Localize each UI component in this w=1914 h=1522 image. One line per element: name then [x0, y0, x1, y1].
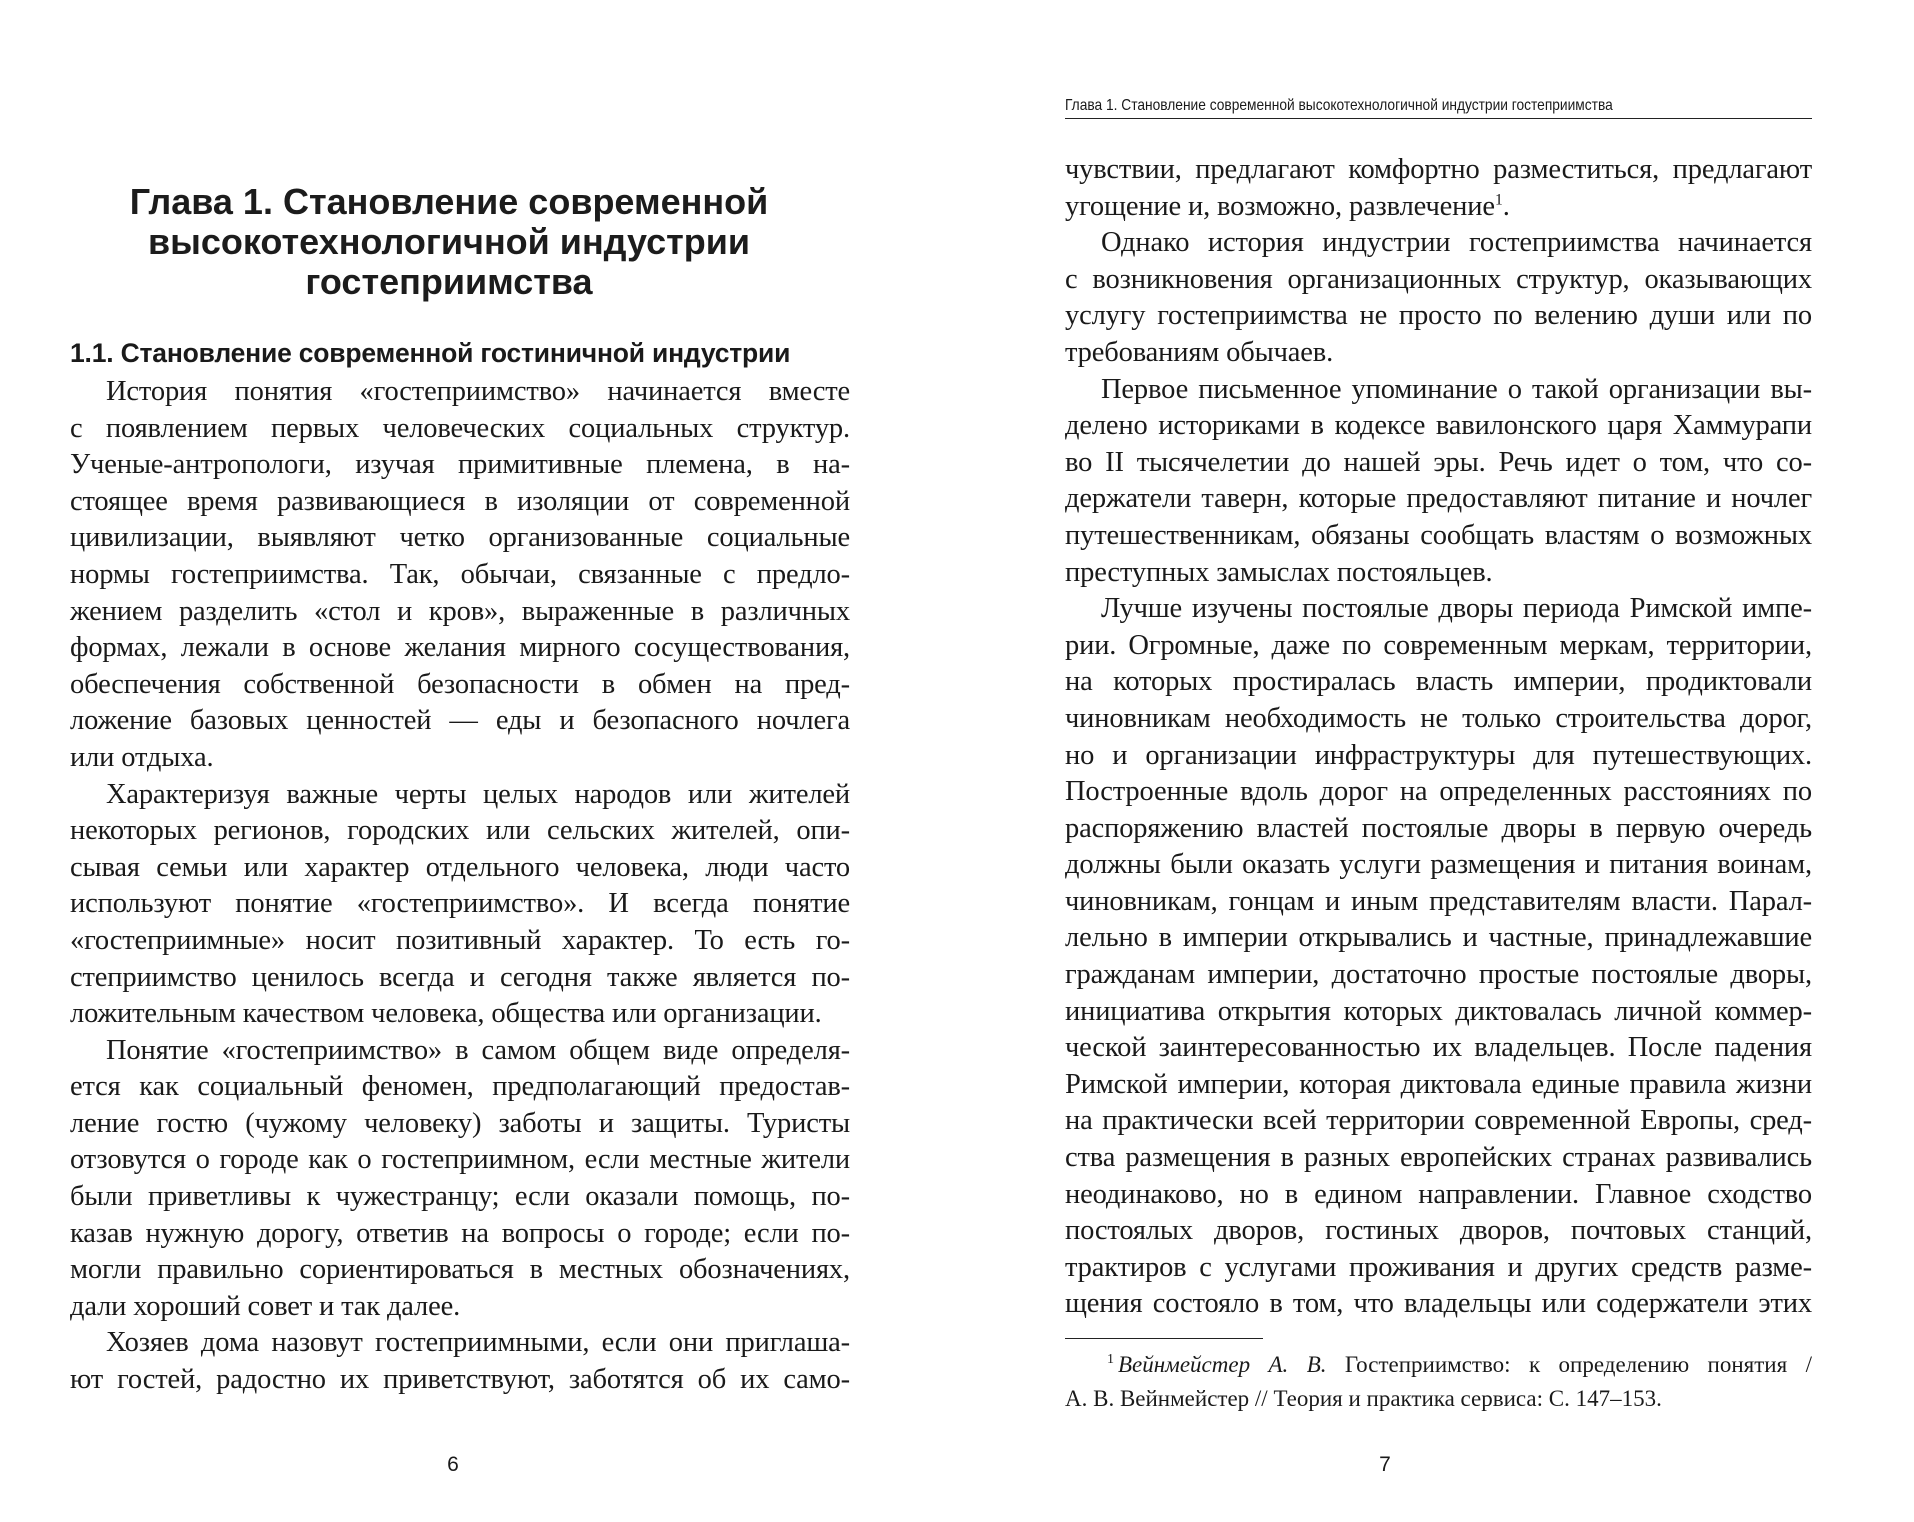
text-line: [70, 1289, 850, 1326]
chapter-title-line: Глава 1. Становление современной: [129, 181, 769, 222]
paragraph: [70, 374, 850, 777]
text-line-content: сывая семьи или характер отдельного человека, люди часто: [70, 851, 850, 883]
text-line: [70, 886, 850, 923]
text-line-content: Понятие «гостеприимство» в самом общем виде определя-: [106, 1034, 850, 1066]
text-line-content: на практически всей территории современной Европы, сред-: [1065, 1105, 1812, 1137]
page-number: 7: [1379, 1453, 1391, 1476]
footnote: [1065, 1348, 1812, 1416]
text-line: [70, 850, 850, 887]
text-line: [70, 1325, 850, 1362]
text-line: [1065, 408, 1812, 445]
text-line: [70, 1033, 850, 1070]
text-line-content: обеспечения собственной безопасности в обмен на пред-: [70, 668, 850, 700]
text-line-content: отзовутся о городе как о гостеприимном, если местные жители: [70, 1144, 850, 1176]
text-line-content: неодинаково, но в едином направлении. Главное сходство: [1065, 1178, 1812, 1210]
text-line: [1065, 1250, 1812, 1287]
paragraph: [1065, 225, 1812, 371]
text-line: [1065, 774, 1812, 811]
header-rule: [1065, 118, 1812, 119]
text-line-content: ложение базовых ценностей — еды и безопасного ночлега: [70, 705, 850, 737]
text-line-content: ют гостей, радостно их приветствуют, заботятся об их само-: [70, 1364, 850, 1396]
text-line-content: Однако история индустрии гостеприимства начинается: [1101, 227, 1812, 259]
text-line: [70, 740, 850, 777]
text-line: [1065, 957, 1812, 994]
text-line: [70, 667, 850, 704]
running-header: Глава 1. Становление современной высокотехнологичной индустрии гостеприимства: [1065, 97, 1613, 114]
paragraph: [70, 1033, 850, 1326]
text-line: [70, 1252, 850, 1289]
text-line-content: ление гостю (чужому человеку) заботы и защиты. Туристы: [70, 1107, 850, 1139]
text-line: [70, 520, 850, 557]
text-line: [70, 960, 850, 997]
footnote-author: Вейнмейстер А. В.: [1118, 1352, 1327, 1377]
text-line: [1065, 152, 1812, 189]
text-line: [1065, 1213, 1812, 1250]
paragraph: [70, 777, 850, 1033]
text-line: [1065, 1286, 1812, 1323]
footnote-line: А. В. Вейнмейстер // Теория и практика сервиса: С. 147–153.: [1065, 1386, 1662, 1411]
right-page: [957, 0, 1914, 1522]
text-line-content: требованиям обычаев.: [1065, 336, 1334, 368]
text-line: [70, 1179, 850, 1216]
text-line: [1065, 1030, 1812, 1067]
text-line: угощение и, возможно, развлечение$^1$.: [1065, 190, 1510, 222]
text-line-content: могли правильно сориентироваться в местных обозначениях,: [70, 1254, 850, 1286]
text-line: [70, 447, 850, 484]
text-line-content: дали хороший совет и так далее.: [70, 1290, 461, 1322]
text-line-content: держатели таверн, которые предоставляют питание и ночлег: [1065, 483, 1812, 515]
paragraph: [1065, 372, 1812, 592]
text-line-content: Хозяев дома назовут гостеприимными, если они приглаша-: [106, 1327, 850, 1359]
text-line: [70, 557, 850, 594]
text-line-content: делено историками в кодексе вавилонского царя Хаммурапи: [1065, 410, 1812, 442]
text-line-content: стоящее время развивающиеся в изоляции от современной: [70, 485, 850, 517]
text-line: [70, 703, 850, 740]
text-line-content: Ученые-антропологи, изучая примитивные племена, в на-: [70, 449, 850, 481]
text-line-content: преступных замыслах постояльцев.: [1065, 556, 1493, 588]
text-line: [1065, 1067, 1812, 1104]
text-line: [70, 813, 850, 850]
footnote-mark: 1: [1107, 1352, 1114, 1368]
text-line: [70, 411, 850, 448]
text-line: [1065, 1177, 1812, 1214]
text-line: [70, 630, 850, 667]
text-line-content: Лучше изучены постоялые дворы периода Римской импе-: [1101, 593, 1812, 625]
text-line-content: были приветливы к чужестранцу; если оказали помощь, по-: [70, 1181, 850, 1213]
text-line: [70, 1069, 850, 1106]
text-line-content: должны были оказать услуги размещения и питания воинам,: [1065, 849, 1812, 881]
text-line-content: чиновникам, гонцам и иным представителям власти. Парал-: [1065, 885, 1812, 917]
chapter-title: [80, 182, 818, 302]
text-line: [70, 1362, 850, 1399]
text-line-content: нормы гостеприимства. Так, обычаи, связанные с предло-: [70, 558, 850, 590]
text-line-content: но и организации инфраструктуры для путешествующих.: [1065, 739, 1812, 771]
text-line-content: ложительным качеством человека, общества или организации.: [70, 998, 822, 1030]
text-line-content: угощение и, возможно, развлечение: [1065, 190, 1495, 222]
text-line-content: инициатива открытия которых диктовалась личной коммер-: [1065, 995, 1812, 1027]
paragraph: [70, 1325, 850, 1398]
text-line: [70, 996, 850, 1033]
paragraph: [1065, 591, 1812, 1323]
text-line-content: гражданам империи, достаточно простые постоялые дворы,: [1065, 959, 1812, 991]
text-line-content: казав нужную дорогу, ответив на вопросы о городе; если по-: [70, 1217, 850, 1249]
footnote-divider: [1065, 1338, 1263, 1339]
text-line: [70, 777, 850, 814]
footnote-line: [1065, 1348, 1812, 1382]
text-line-content: с появлением первых человеческих социальных структур.: [70, 412, 850, 444]
footnote-reference[interactable]: 1: [1494, 191, 1503, 209]
text-line-content: некоторых регионов, городских или сельских жителей, опи-: [70, 815, 850, 847]
page-number: 6: [447, 1453, 459, 1476]
text-line-content: используют понятие «гостеприимство». И всегда понятие: [70, 888, 850, 920]
text-line-content: История понятия «гостеприимство» начинается вместе: [106, 376, 850, 407]
text-line: [70, 923, 850, 960]
text-line-content: «гостеприимные» носит позитивный характер. То есть го-: [70, 924, 850, 956]
text-line-content: Римской империи, которая диктовала единые правила жизни: [1065, 1068, 1812, 1100]
text-line: [1065, 920, 1812, 957]
text-line-content: распоряжению властей постоялые дворы в первую очередь: [1065, 812, 1812, 844]
text-line-content: цивилизации, выявляют четко организованные социальные: [70, 522, 850, 554]
text-line-content: жением разделить «стол и кров», выраженные в различных: [70, 595, 850, 627]
text-line-content: рии. Огромные, даже по современным меркам, территории,: [1065, 629, 1812, 661]
text-line: [1065, 664, 1812, 701]
text-line-content: путешественникам, обязаны сообщать властям о возможных: [1065, 519, 1812, 551]
text-line: [1065, 481, 1812, 518]
text-line: [1065, 701, 1812, 738]
text-line: [70, 374, 850, 411]
text-line-content: с возникновения организационных структур, оказывающих: [1065, 263, 1812, 295]
text-line-content: чувствии, предлагают комфортно разместиться, предлагают: [1065, 154, 1812, 185]
section-title: 1.1. Становление современной гостиничной индустрии: [70, 338, 791, 368]
text-line: [1065, 298, 1812, 335]
text-line-content: услугу гостеприимства не просто по велению души или по: [1065, 300, 1812, 332]
text-line-content: на которых простиралась власть империи, продиктовали: [1065, 666, 1812, 698]
text-line: [70, 484, 850, 521]
text-line: [1065, 847, 1812, 884]
text-line-content: Первое письменное упоминание о такой организации вы-: [1101, 373, 1812, 405]
paragraph: [1065, 152, 1812, 225]
text-line: [1065, 518, 1812, 555]
text-line-content: ческой заинтересованностью их владельцев. После падения: [1065, 1032, 1812, 1064]
text-line: [1065, 994, 1812, 1031]
text-line-content: степриимство ценилось всегда и сегодня также является по-: [70, 961, 850, 993]
text-line: [1065, 262, 1812, 299]
text-line: [1065, 445, 1812, 482]
text-line: [70, 1106, 850, 1143]
text-line: [70, 594, 850, 631]
text-line: [70, 1216, 850, 1253]
footnote-text: Гостеприимство: к определению понятия /: [1344, 1352, 1812, 1377]
text-line-content: чиновникам необходимость не только строительства дорог,: [1065, 702, 1812, 734]
text-line-content: трактиров с услугами проживания и других средств разме-: [1065, 1251, 1812, 1283]
text-line-content: Характеризуя важные черты целых народов или жителей: [106, 778, 850, 810]
text-line: [70, 1142, 850, 1179]
chapter-title-line: высокотехнологичной индустрии: [147, 221, 751, 262]
text-line: [1065, 225, 1812, 262]
text-line-content: ства размещения в разных европейских странах развивались: [1065, 1142, 1812, 1174]
text-line-content: щения состояло в том, что владельцы или содержатели этих: [1065, 1288, 1812, 1320]
text-line-content: ется как социальный феномен, предполагающий предостав-: [70, 1071, 850, 1103]
text-line: [1065, 1140, 1812, 1177]
text-line: [1065, 335, 1812, 372]
text-line: [1065, 372, 1812, 409]
text-line-content: во II тысячелетии до нашей эры. Речь идет о том, что со-: [1065, 446, 1812, 478]
text-line: [1065, 591, 1812, 628]
text-line-content: формах, лежали в основе желания мирного сосуществования,: [70, 632, 850, 664]
text-line: [1065, 738, 1812, 775]
text-line-content: Построенные вдоль дорог на определенных расстояниях по: [1065, 776, 1812, 808]
chapter-title-line: гостеприимства: [305, 261, 593, 302]
text-line: [1065, 884, 1812, 921]
text-line-content: лельно в империи открывались и частные, принадлежавшие: [1065, 922, 1812, 954]
text-line: [1065, 555, 1812, 592]
text-line: [1065, 628, 1812, 665]
text-line: [1065, 811, 1812, 848]
text-line-content: или отдыха.: [70, 741, 214, 773]
right-body-text: [1065, 152, 1812, 1323]
text-line-content: постоялых дворов, гостиных дворов, почтовых станций,: [1065, 1215, 1812, 1247]
left-body-text: [70, 374, 850, 1399]
text-line: [1065, 1103, 1812, 1140]
